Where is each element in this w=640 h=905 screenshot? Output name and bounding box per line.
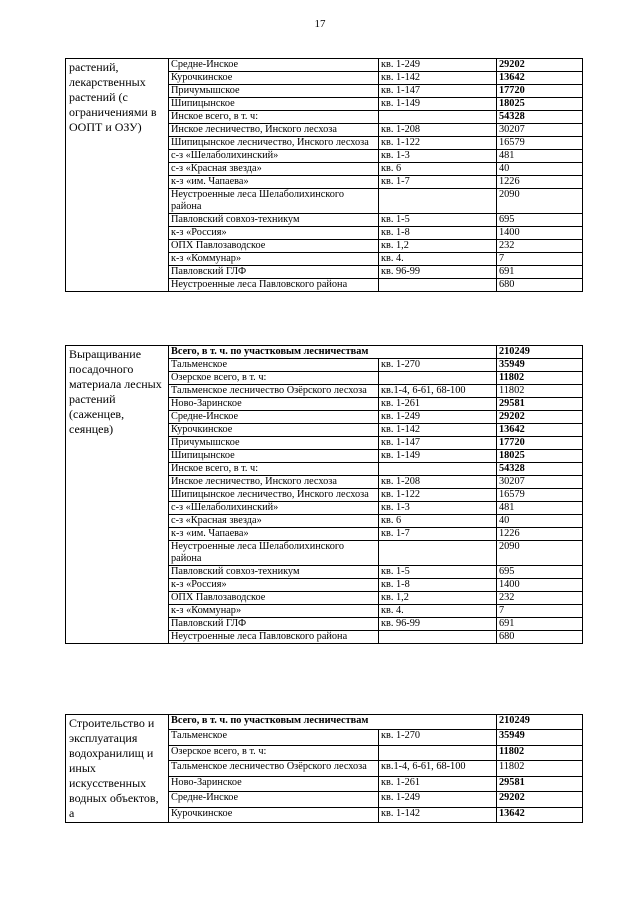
forestry-name-cell: Павловский совхоз-техникум — [169, 566, 379, 579]
forestry-name-cell: Средне-Инское — [169, 59, 379, 72]
quarter-cell: кв. 96-99 — [379, 266, 497, 279]
area-cell: 17720 — [497, 85, 583, 98]
quarter-cell — [379, 631, 497, 644]
forestry-name-cell: Тальменское лесничество Озёрского лесхоза — [169, 385, 379, 398]
quarter-cell: кв. 1-5 — [379, 214, 497, 227]
area-cell: 54328 — [497, 463, 583, 476]
quarter-cell: кв.1-4, 6-61, 68-100 — [379, 761, 497, 776]
forestry-name-cell: Инское лесничество, Инского лесхоза — [169, 476, 379, 489]
forest-table-section-3 — [65, 714, 583, 823]
area-cell: 2090 — [497, 541, 583, 566]
forestry-name-cell: Средне-Инское — [169, 792, 379, 807]
quarter-cell — [379, 279, 497, 292]
quarter-cell: кв. 1-3 — [379, 150, 497, 163]
area-cell: 35949 — [497, 359, 583, 372]
forestry-name-cell: Причумышское — [169, 437, 379, 450]
forestry-name-cell: Инское лесничество, Инского лесхоза — [169, 124, 379, 137]
area-cell: 11802 — [497, 385, 583, 398]
forestry-name-cell: Инское всего, в т. ч: — [169, 111, 379, 124]
area-cell: 13642 — [497, 424, 583, 437]
quarter-cell: кв. 6 — [379, 163, 497, 176]
quarter-cell: кв. 1-122 — [379, 489, 497, 502]
quarter-cell: кв. 1-147 — [379, 85, 497, 98]
area-cell: 680 — [497, 279, 583, 292]
quarter-cell: кв. 1-147 — [379, 437, 497, 450]
quarter-cell: кв. 1,2 — [379, 592, 497, 605]
quarter-cell: кв. 1-7 — [379, 176, 497, 189]
forestry-name-cell: Павловский ГЛФ — [169, 618, 379, 631]
area-cell: 11802 — [497, 372, 583, 385]
quarter-cell — [379, 463, 497, 476]
forestry-name-cell: Шипицынское — [169, 98, 379, 111]
quarter-cell: кв. 1-249 — [379, 59, 497, 72]
forestry-name-cell: Озерское всего, в т. ч: — [169, 745, 379, 760]
table-row — [66, 346, 583, 359]
area-cell: 29581 — [497, 398, 583, 411]
quarter-cell — [379, 111, 497, 124]
area-cell: 481 — [497, 150, 583, 163]
forestry-name-cell: Ново-Заринское — [169, 398, 379, 411]
quarter-cell: кв. 1-142 — [379, 424, 497, 437]
area-cell: 11802 — [497, 761, 583, 776]
area-cell: 691 — [497, 618, 583, 631]
quarter-cell: кв. 1-8 — [379, 227, 497, 240]
area-cell: 695 — [497, 566, 583, 579]
area-cell: 29202 — [497, 59, 583, 72]
forestry-name-cell: к-з «Коммунар» — [169, 605, 379, 618]
category-cell: растений, лекарственных растений (с ограничениями в ООПТ и ОЗУ) — [66, 59, 169, 292]
area-cell: 17720 — [497, 437, 583, 450]
quarter-cell: кв.1-4, 6-61, 68-100 — [379, 385, 497, 398]
quarter-cell: кв. 1-270 — [379, 359, 497, 372]
forestry-name-cell: к-з «Россия» — [169, 579, 379, 592]
area-cell: 29202 — [497, 411, 583, 424]
area-cell: 13642 — [497, 807, 583, 822]
page-number: 17 — [314, 18, 326, 30]
area-cell: 1226 — [497, 528, 583, 541]
forest-table-section-1 — [65, 58, 583, 292]
quarter-cell: кв. 1-5 — [379, 566, 497, 579]
area-cell: 680 — [497, 631, 583, 644]
forestry-name-cell: Неустроенные леса Шелаболихинского района — [169, 541, 379, 566]
table-row — [66, 59, 583, 72]
area-cell: 35949 — [497, 730, 583, 745]
area-cell: 16579 — [497, 489, 583, 502]
area-cell: 695 — [497, 214, 583, 227]
area-cell: 1226 — [497, 176, 583, 189]
quarter-cell: кв. 4. — [379, 253, 497, 266]
forestry-name-cell: Павловский совхоз-техникум — [169, 214, 379, 227]
quarter-cell: кв. 96-99 — [379, 618, 497, 631]
area-cell: 2090 — [497, 189, 583, 214]
forestry-name-cell: Неустроенные леса Павловского района — [169, 631, 379, 644]
table-row — [66, 715, 583, 730]
area-cell: 30207 — [497, 476, 583, 489]
forestry-name-cell: Неустроенные леса Павловского района — [169, 279, 379, 292]
forestry-name-cell: Тальменское лесничество Озёрского лесхоза — [169, 761, 379, 776]
forestry-name-cell: ОПХ Павлозаводское — [169, 592, 379, 605]
forestry-name-cell: ОПХ Павлозаводское — [169, 240, 379, 253]
area-cell: 18025 — [497, 98, 583, 111]
area-cell: 13642 — [497, 72, 583, 85]
quarter-cell: кв. 1-261 — [379, 776, 497, 791]
quarter-cell: кв. 1-142 — [379, 72, 497, 85]
forestry-name-cell: к-з «Коммунар» — [169, 253, 379, 266]
forestry-name-cell: Тальменское — [169, 730, 379, 745]
quarter-cell: кв. 1-208 — [379, 476, 497, 489]
quarter-cell: кв. 1,2 — [379, 240, 497, 253]
quarter-cell: кв. 1-7 — [379, 528, 497, 541]
forestry-name-cell: Тальменское — [169, 359, 379, 372]
forestry-name-cell: Шипицынское лесничество, Инского лесхоза — [169, 137, 379, 150]
quarter-cell — [379, 541, 497, 566]
quarter-cell: кв. 1-142 — [379, 807, 497, 822]
forestry-name-cell: Всего, в т. ч. по участковым лесничествам — [169, 715, 497, 730]
forestry-name-cell: Средне-Инское — [169, 411, 379, 424]
quarter-cell — [379, 189, 497, 214]
quarter-cell: кв. 1-8 — [379, 579, 497, 592]
area-cell: 40 — [497, 163, 583, 176]
forestry-name-cell: к-з «им. Чапаева» — [169, 528, 379, 541]
area-cell: 18025 — [497, 450, 583, 463]
forestry-name-cell: с-з «Шелаболихинский» — [169, 502, 379, 515]
forestry-name-cell: Шипицынское лесничество, Инского лесхоза — [169, 489, 379, 502]
area-cell: 210249 — [497, 346, 583, 359]
quarter-cell — [379, 372, 497, 385]
area-cell: 29202 — [497, 792, 583, 807]
forestry-name-cell: Шипицынское — [169, 450, 379, 463]
quarter-cell: кв. 1-249 — [379, 411, 497, 424]
area-cell: 481 — [497, 502, 583, 515]
forestry-name-cell: Курочкинское — [169, 807, 379, 822]
forestry-name-cell: к-з «Россия» — [169, 227, 379, 240]
forestry-name-cell: Инское всего, в т. ч: — [169, 463, 379, 476]
forestry-name-cell: Причумышское — [169, 85, 379, 98]
area-cell: 7 — [497, 605, 583, 618]
area-cell: 7 — [497, 253, 583, 266]
quarter-cell: кв. 1-122 — [379, 137, 497, 150]
quarter-cell: кв. 1-261 — [379, 398, 497, 411]
forestry-name-cell: с-з «Красная звезда» — [169, 163, 379, 176]
forestry-name-cell: к-з «им. Чапаева» — [169, 176, 379, 189]
area-cell: 1400 — [497, 579, 583, 592]
category-cell: Строительство и эксплуатация водохранилищ и иных искусственных водных объектов, а — [66, 715, 169, 823]
quarter-cell: кв. 1-149 — [379, 98, 497, 111]
area-cell: 16579 — [497, 137, 583, 150]
quarter-cell: кв. 1-208 — [379, 124, 497, 137]
forestry-name-cell: с-з «Красная звезда» — [169, 515, 379, 528]
area-cell: 210249 — [497, 715, 583, 730]
forestry-name-cell: с-з «Шелаболихинский» — [169, 150, 379, 163]
forestry-name-cell: Неустроенные леса Шелаболихинского района — [169, 189, 379, 214]
quarter-cell: кв. 1-149 — [379, 450, 497, 463]
area-cell: 1400 — [497, 227, 583, 240]
quarter-cell: кв. 1-249 — [379, 792, 497, 807]
area-cell: 30207 — [497, 124, 583, 137]
quarter-cell: кв. 1-270 — [379, 730, 497, 745]
area-cell: 54328 — [497, 111, 583, 124]
area-cell: 11802 — [497, 745, 583, 760]
area-cell: 232 — [497, 240, 583, 253]
quarter-cell — [379, 745, 497, 760]
area-cell: 691 — [497, 266, 583, 279]
quarter-cell: кв. 6 — [379, 515, 497, 528]
area-cell: 40 — [497, 515, 583, 528]
quarter-cell: кв. 1-3 — [379, 502, 497, 515]
forestry-name-cell: Павловский ГЛФ — [169, 266, 379, 279]
forestry-name-cell: Ново-Заринское — [169, 776, 379, 791]
area-cell: 232 — [497, 592, 583, 605]
forest-table-section-2 — [65, 345, 583, 644]
forestry-name-cell: Всего, в т. ч. по участковым лесничествам — [169, 346, 497, 359]
quarter-cell: кв. 4. — [379, 605, 497, 618]
forestry-name-cell: Курочкинское — [169, 424, 379, 437]
area-cell: 29581 — [497, 776, 583, 791]
forestry-name-cell: Озерское всего, в т. ч: — [169, 372, 379, 385]
category-cell: Выращивание посадочного материала лесных растений (саженцев, сеянцев) — [66, 346, 169, 644]
forestry-name-cell: Курочкинское — [169, 72, 379, 85]
